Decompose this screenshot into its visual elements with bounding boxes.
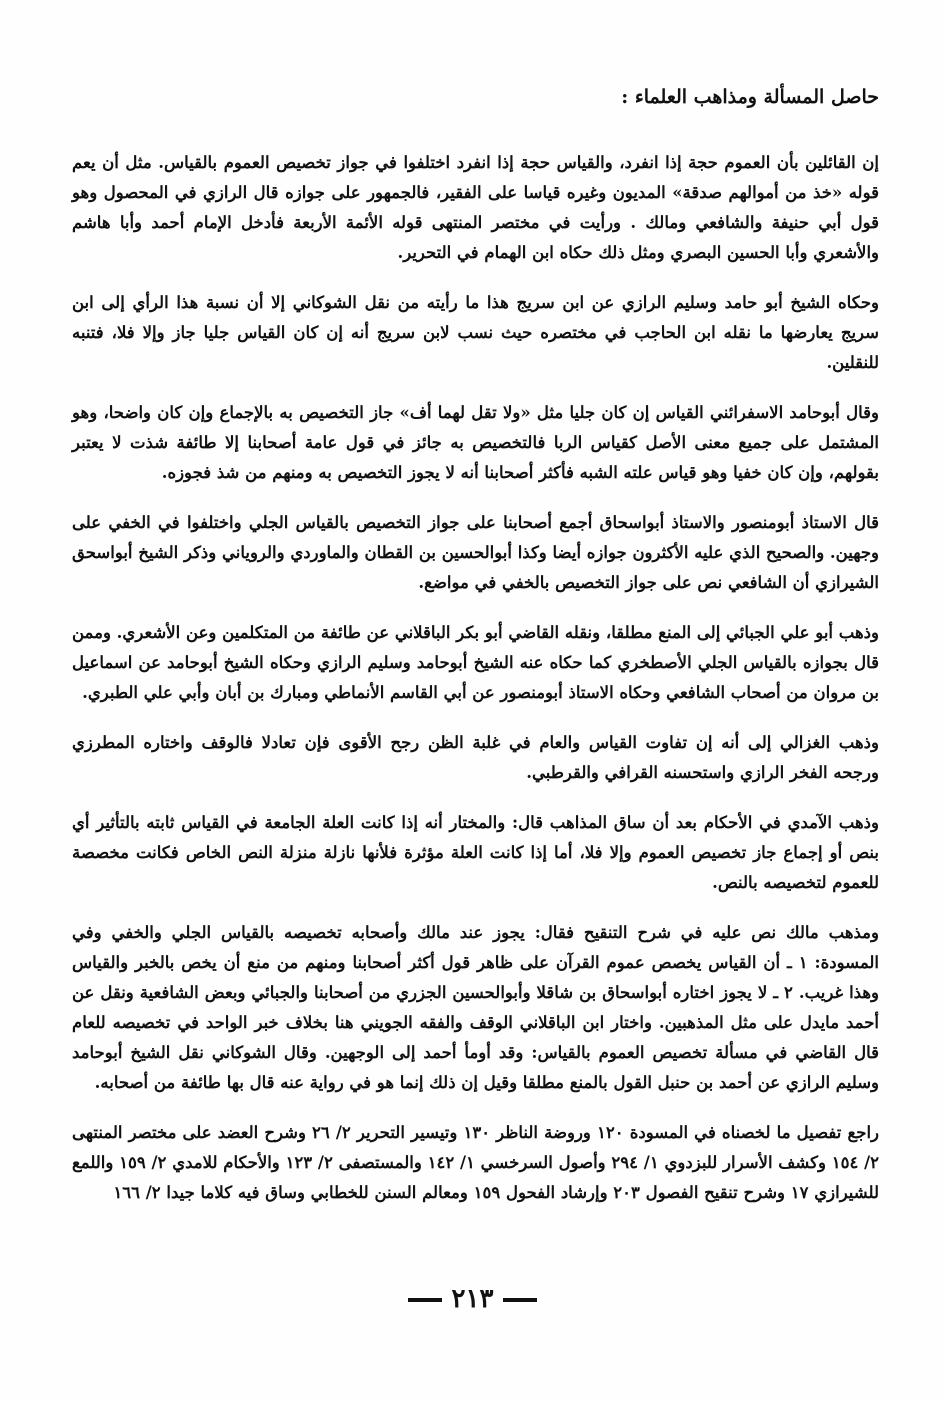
paragraph-8: ومذهب مالك نص عليه في شرح التنقيح فقال: يجوز عند مالك وأصحابه تخصيصه بالقياس الجلي والخفي وفي المسودة: ١ ـ أن القياس يخصص عموم القرآن على ظاهر قول أكثر أصحابنا ومنهم من منع أن يخص بالخبر والقياس وهذا غريب. ٢ ـ لا يجوز اختاره أبواسحاق بن شاقلا وأبوالحسين الجزري من أصحابنا والجبائي وبعض الشافعية ونقل عن أحمد مايدل على مثل المذهبين. واختار ابن الباقلاني الوقف والفقه الجويني هنا بخلاف خبر الواحد في تخصيصه للعام قال القاضي في مسألة تخصيص العموم بالقياس: وقد أومأ أحمد إلى الوجهين. وقال الشوكاني نقل الشيخ أبوحامد وسليم الرازي عن أحمد بن حنبل القول بالمنع مطلقا وقيل إن ذلك إنما هو في رواية عنه قال بها طائفة من أصحابه. [72, 923, 879, 1092]
paragraph-1: إن القائلين بأن العموم حجة إذا انفرد، والقياس حجة إذا انفرد اختلفوا في جواز تخصيص العموم بالقياس. مثل أن يعم قوله «خذ من أموالهم صدقة» المديون وغيره قياسا على الفقير، فالجمهور على جوازه قال الرازي في المحصول وهو قول أبي حنيفة والشافعي ومالك . ورأيت في مختصر المنتهى قوله الأئمة الأربعة فأدخل الإمام أحمد وأبا هاشم والأشعري وأبا الحسين البصري ومثل ذلك حكاه ابن الهمام في التحرير. [72, 153, 879, 262]
paragraph-3: وقال أبوحامد الاسفرائني القياس إن كان جليا مثل «ولا تقل لهما أف» جاز التخصيص به بالإجماع وإن كان واضحا، وهو المشتمل على جميع معنى الأصل كقياس الربا فالتخصيص به جائز في قول عامة أصحابنا إلا طائفة شذت لا يعتبر بقولهم، وإن كان خفيا وهو قياس علته الشبه فأكثر أصحابنا أنه لا يجوز التخصيص به ومنهم من شذ فجوزه. [72, 403, 879, 482]
section-heading: حاصل المسألة ومذاهب العلماء : [621, 86, 879, 108]
references-paragraph: راجع تفصيل ما لخصناه في المسودة ١٢٠ وروضة الناظر ١٣٠ وتيسير التحرير ٢/ ٢٦ وشرح العضد على مختصر المنتهى ٢/ ١٥٤ وكشف الأسرار للبزدوي ١/ ٢٩٤ وأصول السرخسي ١/ ١٤٢ والمستصفى ٢/ ١٢٣ والأحكام للامدي ٢/ ١٥٩ واللمع للشيرازي ١٧ وشرح تنقيح الفصول ٢٠٣ وإرشاد الفحول ١٥٩ ومعالم السنن للخطابي وساق فيه كلاما جيدا ٢/ ١٦٦ [72, 1123, 879, 1202]
paragraph-4: قال الاستاذ أبومنصور والاستاذ أبواسحاق أجمع أصحابنا على جواز التخصيص بالقياس الجلي واختلفوا في الخفي على وجهين. والصحيح الذي عليه الأكثرون جوازه أيضا وكذا أبوالحسين بن القطان والماوردي والروياني وذكر الشيخ أبواسحق الشيرازي أن الشافعي نص على جواز التخصيص بالخفي في مواضع. [72, 513, 879, 592]
page-number: ٢١٣ [451, 1284, 494, 1314]
paragraph-7: وذهب الآمدي في الأحكام بعد أن ساق المذاهب قال: والمختار أنه إذا كانت العلة الجامعة في القياس ثابته بالتأثير أي بنص أو إجماع جاز تخصيص العموم وإلا فلا، أما إذا كانت العلة مؤثرة فلأنها نازلة منزلة النص الخاص فكانت مخصصة للعموم لتخصيصه بالنص. [72, 813, 879, 892]
paragraph-2: وحكاه الشيخ أبو حامد وسليم الرازي عن ابن سريج هذا ما رأيته من نقل الشوكاني إلا أن نسبة هذا الرأي إلى ابن سريج يعارضها ما نقله ابن الحاجب في مختصره حيث نسب لابن سريج أنه إن كان القياس جليا جاز وإلا فلا، فتنبه للنقلين. [72, 293, 879, 372]
page-number-dash-right [408, 1298, 442, 1302]
paragraph-6: وذهب الغزالي إلى أنه إن تفاوت القياس والعام في غلبة الظن رجح الأقوى فإن تعادلا فالوقف واختاره المطرزي ورجحه الفخر الرازي واستحسنه القرافي والقرطبي. [72, 733, 879, 782]
page-number-footer [0, 1284, 945, 1314]
page-number-dash-left [503, 1298, 537, 1302]
page-content [72, 82, 879, 1228]
paragraph-5: وذهب أبو علي الجبائي إلى المنع مطلقا، ونقله القاضي أبو بكر الباقلاني عن طائفة من المتكلمين وعن الأشعري. وممن قال بجوازه بالقياس الجلي الأصطخري كما حكاه عنه الشيخ أبوحامد وسليم الرازي وحكاه الشيخ أبوحامد عن اسماعيل بن مروان من أصحاب الشافعي وحكاه الاستاذ أبومنصور عن أبي القاسم الأنماطي ومبارك بن أبان وأبي علي الطبري. [72, 623, 879, 702]
